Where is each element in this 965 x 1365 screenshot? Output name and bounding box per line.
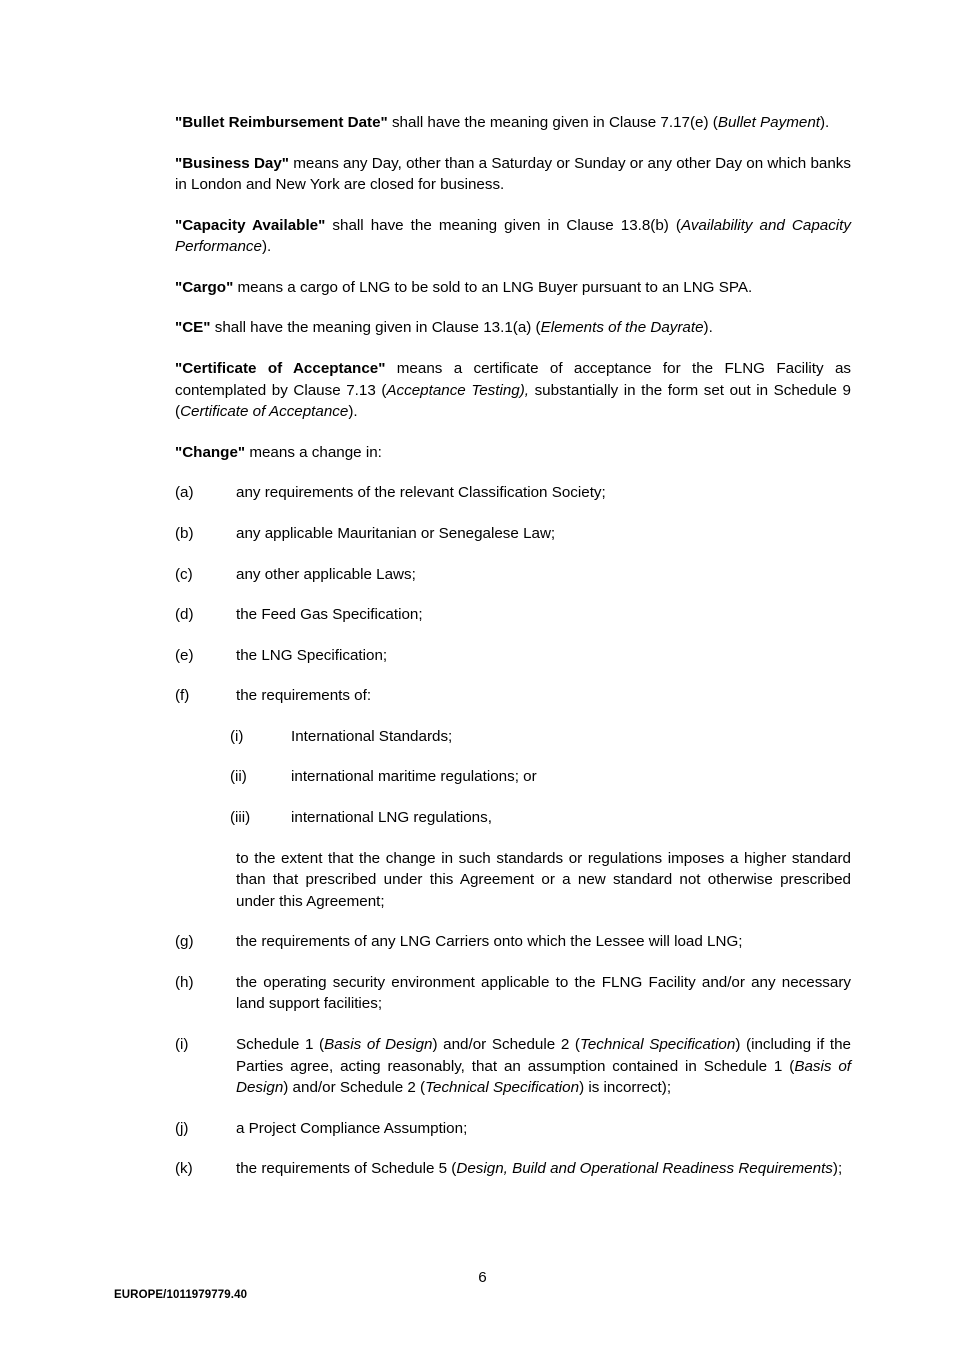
list-item-text: the requirements of:: [236, 687, 372, 705]
list-item: [175, 1158, 851, 1180]
list-item-text: the Feed Gas Specification;: [236, 606, 423, 624]
definition-term: "Capacity Available": [175, 216, 326, 234]
list-item-text-italic: Technical Specification: [579, 1036, 736, 1054]
list-item: [175, 482, 851, 504]
list-item: [175, 523, 851, 545]
list-item-text: any requirements of the relevant Classification Society;: [236, 484, 606, 502]
footer-reference: EUROPE/1011979779.40: [114, 1289, 248, 1301]
definition-text-part: substantially in the form set out in Schedule 9 (: [175, 381, 851, 421]
list-item-marker: (j): [175, 1119, 189, 1137]
list-item-text: the requirements of any LNG Carriers onto which the Lessee will load LNG;: [236, 933, 743, 951]
definition-text-part: ).: [703, 319, 713, 337]
list-item-marker: (c): [175, 565, 193, 583]
definition-term: "Cargo": [175, 278, 234, 296]
list-item-text-part: ) and/or Schedule 2 (: [283, 1079, 426, 1097]
definition-text-part: ).: [261, 238, 272, 256]
list-item-text-italic: Basis of Design: [324, 1036, 433, 1054]
list-item-text: [236, 1160, 842, 1177]
list-item-text-italic: Basis of Design: [236, 1057, 851, 1097]
sub-list-item-text: international maritime regulations; or: [291, 768, 537, 786]
list-item-text-part: );: [832, 1160, 843, 1178]
list-item-text: [236, 1036, 851, 1096]
definition-term: "Business Day": [175, 154, 290, 172]
sub-list-item-text: International Standards;: [291, 727, 453, 745]
definition-paragraph-cargo: [175, 277, 851, 299]
definition-paragraph-capacity-available: [175, 215, 851, 258]
list-item-text-part: the requirements of Schedule 5 (: [236, 1160, 457, 1178]
list-item-text-part: Schedule 1 (: [236, 1036, 325, 1054]
definition-text-part: shall have the meaning given in Clause 13.8(b) (: [325, 216, 681, 234]
definition-paragraph-change: [175, 442, 851, 464]
list-item-text-italic: Design, Build and Operational Readiness Requirements: [456, 1160, 833, 1178]
definition-text-italic: Elements of the Dayrate: [540, 319, 704, 337]
definition-text-part: shall have the meaning given in Clause 13.1(a) (: [210, 319, 541, 337]
list-item-marker: (e): [175, 646, 194, 664]
list-item-marker: (g): [175, 933, 194, 951]
sub-list-item-marker: (iii): [230, 808, 251, 826]
list-item: [175, 972, 851, 1015]
list-item: [175, 1034, 851, 1099]
definition-term: "Certificate of Acceptance": [175, 360, 386, 378]
definition-text-part: ).: [820, 114, 830, 131]
page-number: 6: [478, 1269, 487, 1286]
definition-term: "Bullet Reimbursement Date": [175, 114, 388, 131]
list-item: [175, 931, 851, 953]
definition-term: "Change": [175, 443, 246, 461]
definition-text-part: means a change in:: [245, 443, 382, 461]
sub-list-item: [175, 766, 851, 788]
list-item-marker: (k): [175, 1160, 193, 1178]
list-item-marker: (b): [175, 524, 194, 542]
sub-list-item-marker: (i): [230, 727, 244, 745]
list-item-marker: (d): [175, 606, 194, 624]
definition-text-part: means a cargo of LNG to be sold to an LNG Buyer pursuant to an LNG SPA.: [233, 278, 753, 296]
definition-paragraph-bullet-reimbursement-date: [175, 112, 851, 134]
definition-text-part: ).: [348, 403, 358, 421]
list-item-text: the LNG Specification;: [236, 646, 388, 664]
list-item-marker: (i): [175, 1036, 189, 1054]
definition-text-italic: Certificate of Acceptance: [180, 403, 349, 421]
sub-list-item-text: international LNG regulations,: [291, 808, 492, 826]
definition-paragraph-business-day: [175, 153, 851, 196]
sub-list-item: [175, 807, 851, 829]
sub-list-item: [175, 726, 851, 748]
sub-list-item-marker: (ii): [230, 768, 247, 786]
list-item-text: any applicable Mauritanian or Senegalese Law;: [236, 524, 556, 542]
sub-list-continuation-text: to the extent that the change in such standards or regulations imposes a higher standard than that prescribed under this Agreement or a new standard not otherwise prescribed under this Agreement;: [236, 849, 851, 910]
list-item: [175, 604, 851, 626]
list-item: [175, 645, 851, 667]
list-item-marker: (a): [175, 484, 194, 502]
list-item-marker: (f): [175, 687, 190, 705]
definition-paragraph-ce: [175, 317, 851, 339]
definition-text-part: shall have the meaning given in Clause 7.17(e) (: [387, 114, 718, 131]
definition-text-italic: Acceptance Testing),: [386, 381, 530, 399]
list-item-text-part: ) is incorrect);: [579, 1079, 672, 1097]
list-item: [175, 685, 851, 707]
list-item: [175, 1118, 851, 1140]
definition-paragraph-certificate-of-acceptance: [175, 358, 851, 423]
definition-term: "CE": [175, 319, 211, 337]
definition-text-part: means any Day, other than a Saturday or Sunday or any other Day on which banks in London and New York are closed for business.: [175, 154, 851, 194]
list-item-marker: (h): [175, 973, 194, 991]
list-item-text: the operating security environment applicable to the FLNG Facility and/or any necessary land support facilities;: [236, 973, 851, 1013]
document-body: [175, 112, 851, 1199]
definition-text-part: means a certificate of acceptance for the FLNG Facility as contemplated by Clause 7.13 (: [175, 360, 851, 399]
list-item: [175, 564, 851, 586]
list-item-text-part: ) and/or Schedule 2 (: [432, 1036, 580, 1054]
list-item-text: a Project Compliance Assumption;: [236, 1119, 468, 1137]
list-item-text: any other applicable Laws;: [236, 565, 416, 583]
list-item-text-italic: Technical Specification: [425, 1079, 580, 1097]
definition-text-italic: Bullet Payment: [717, 114, 820, 131]
list-item-text-part: ) (including if the Parties agree, acting reasonably, that an assumption contained in Schedule 1 (: [236, 1036, 851, 1075]
definition-text-italic: Availability and Capacity Performance: [175, 216, 851, 256]
